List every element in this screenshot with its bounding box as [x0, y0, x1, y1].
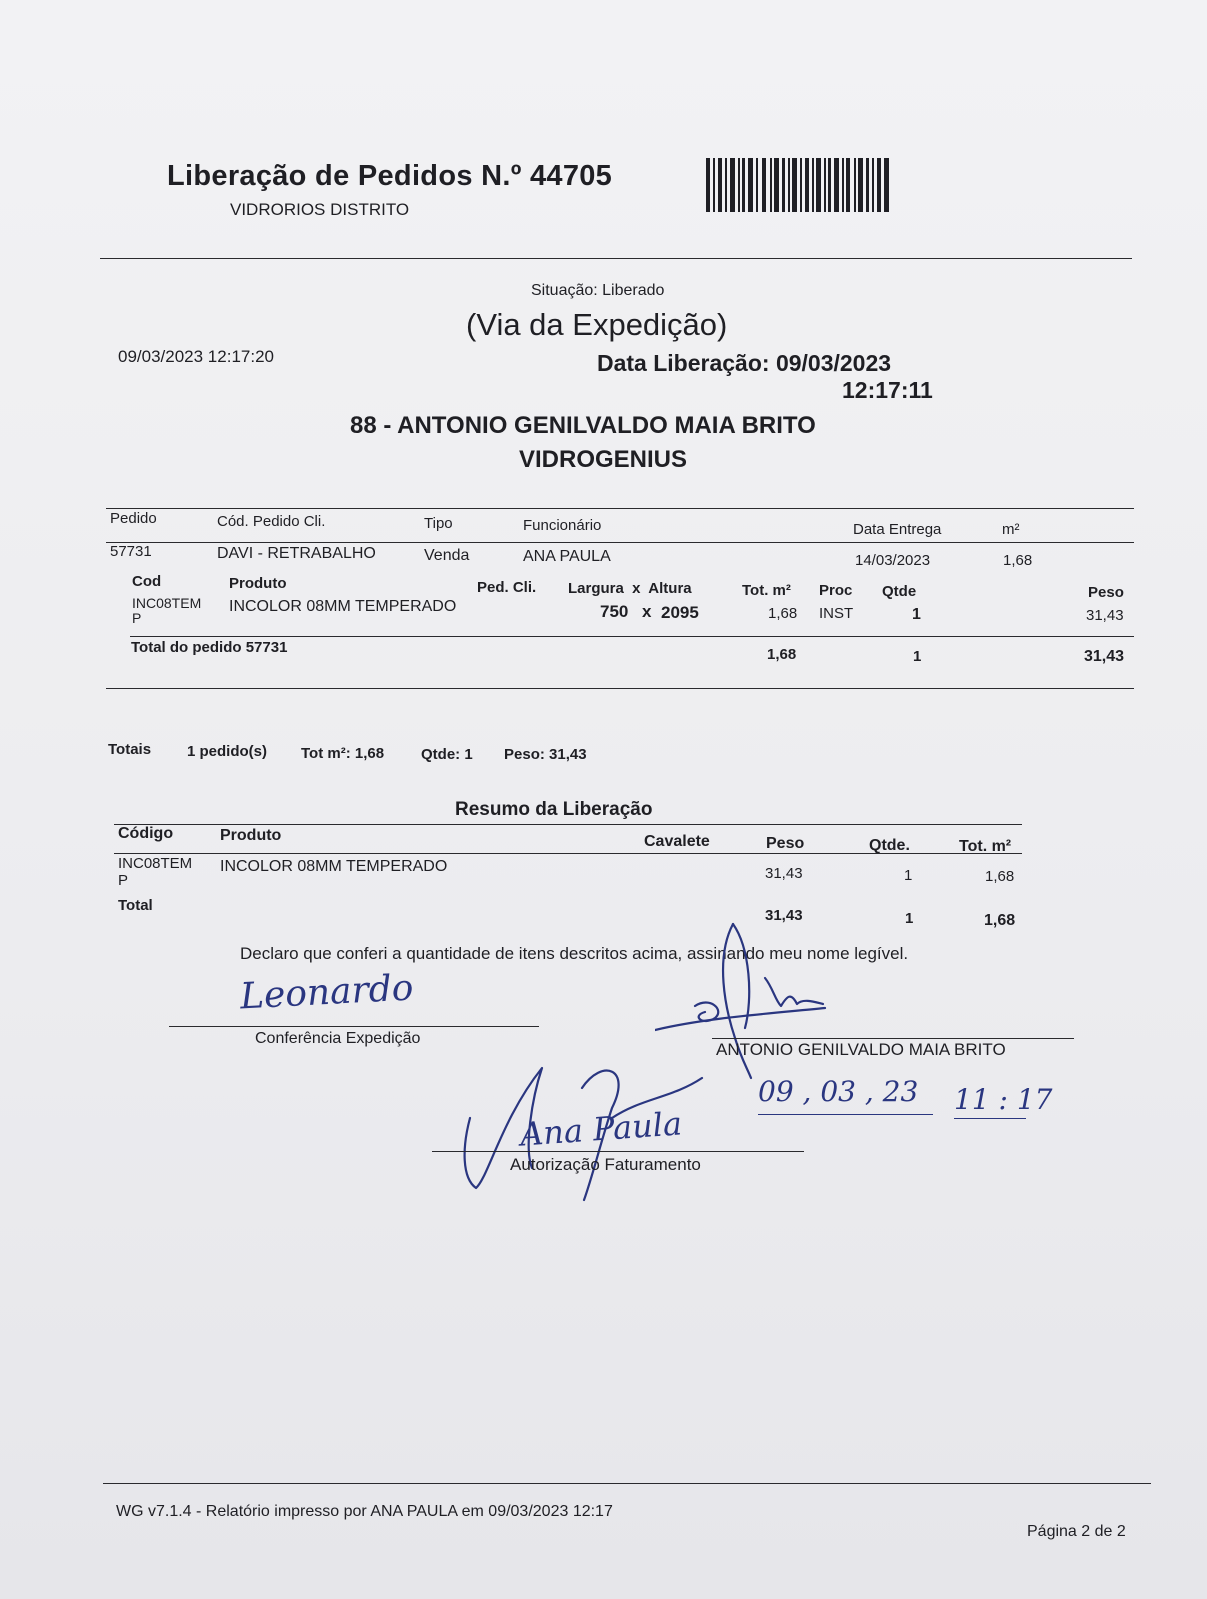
conference-signature-line: [169, 1026, 539, 1027]
summary-header-produto: Produto: [220, 827, 282, 844]
summary-codigo-line2: P: [118, 872, 129, 889]
summary-header-peso: Peso: [766, 835, 805, 852]
summary-codigo-line1: INC08TEM: [118, 855, 193, 872]
order-total-qtde: 1: [913, 648, 922, 665]
item-altura: 2095: [661, 603, 699, 622]
totals-tot-m2: Tot m²: 1,68: [301, 745, 385, 762]
item-produto: INCOLOR 08MM TEMPERADO: [229, 598, 457, 615]
item-x: x: [642, 602, 652, 621]
summary-header-rule: [114, 853, 1022, 854]
totals-pedidos: 1 pedido(s): [187, 743, 268, 760]
copy-label: (Via da Expedição): [466, 307, 728, 342]
time-underline: [954, 1118, 1026, 1119]
item-tot-m2: 1,68: [768, 605, 798, 622]
order-header-rule: [106, 542, 1134, 543]
item-header-largura-altura: Largura x Altura: [568, 580, 692, 597]
totals-qtde: Qtde: 1: [421, 746, 473, 763]
summary-title: Resumo da Liberação: [455, 799, 653, 820]
col-header-cod-pedido-cli: Cód. Pedido Cli.: [217, 513, 326, 530]
order-table-bottom-rule: [106, 688, 1134, 689]
order-total-peso: 31,43: [1084, 648, 1125, 665]
order-table-top-rule: [106, 508, 1134, 509]
footer-printed-by: WG v7.1.4 - Relatório impresso por ANA PAULA em 09/03/2023 12:17: [116, 1503, 613, 1520]
summary-total-label: Total: [118, 897, 153, 914]
summary-top-rule: [114, 824, 1022, 825]
footer-rule: [103, 1483, 1151, 1484]
item-header-cod: Cod: [132, 573, 162, 590]
totals-label: Totais: [108, 741, 152, 758]
summary-total-qtde: 1: [905, 910, 914, 927]
client-trade-name: VIDROGENIUS: [519, 446, 688, 473]
item-peso: 31,43: [1086, 607, 1124, 624]
totals-peso: Peso: 31,43: [504, 746, 587, 763]
client-label: ANTONIO GENILVALDO MAIA BRITO: [716, 1040, 1006, 1059]
cell-tipo: Venda: [424, 547, 470, 564]
summary-tot-m2: 1,68: [985, 868, 1015, 885]
client-signature-line: [712, 1038, 1074, 1039]
item-header-peso: Peso: [1088, 584, 1124, 601]
summary-qtde: 1: [904, 867, 913, 884]
order-total-label: Total do pedido 57731: [131, 639, 288, 656]
header-divider: [100, 258, 1132, 259]
summary-header-cavalete: Cavalete: [644, 833, 710, 850]
item-largura: 750: [600, 602, 629, 621]
handwritten-time: 11 : 17: [954, 1083, 1053, 1116]
cell-pedido: 57731: [110, 543, 152, 560]
summary-header-qtde: Qtde.: [869, 837, 910, 854]
conference-label: Conferência Expedição: [255, 1030, 421, 1047]
summary-total-peso: 31,43: [765, 907, 803, 924]
item-proc: INST: [819, 605, 854, 622]
col-header-tipo: Tipo: [424, 515, 453, 532]
authorization-signature-line: [432, 1151, 804, 1152]
col-header-pedido: Pedido: [110, 510, 157, 527]
item-qtde: 1: [912, 606, 921, 623]
handwritten-date: 09 , 03 , 23: [758, 1075, 919, 1108]
item-cod-line2: P: [132, 610, 142, 626]
summary-header-tot-m2: Tot. m²: [959, 838, 1012, 855]
col-header-funcionario: Funcionário: [523, 517, 602, 534]
cell-funcionario: ANA PAULA: [523, 548, 611, 565]
company-name: VIDRORIOS DISTRITO: [230, 200, 410, 219]
item-header-produto: Produto: [229, 575, 287, 592]
col-header-data-entrega: Data Entrega: [853, 521, 942, 538]
summary-total-tot-m2: 1,68: [984, 912, 1016, 929]
document-title: Liberação de Pedidos N.º 44705: [167, 160, 613, 192]
item-header-proc: Proc: [819, 582, 853, 599]
cell-m2: 1,68: [1003, 552, 1033, 569]
conference-handwritten-signature: Leonardo: [239, 967, 415, 1018]
release-date: Data Liberação: 09/03/2023: [597, 350, 892, 376]
footer-page-number: Página 2 de 2: [1027, 1523, 1126, 1540]
barcode-icon: [706, 158, 890, 212]
authorization-handwritten-signature: Ana Paula: [518, 1104, 684, 1154]
status-label: Situação: Liberado: [531, 282, 665, 299]
date-underline: [758, 1114, 933, 1115]
summary-produto: INCOLOR 08MM TEMPERADO: [220, 858, 448, 875]
summary-peso: 31,43: [765, 865, 803, 882]
print-timestamp: 09/03/2023 12:17:20: [118, 347, 274, 366]
item-cod-line1: INC08TEM: [132, 595, 202, 611]
cell-cod-pedido-cli: DAVI - RETRABALHO: [217, 545, 376, 562]
cell-data-entrega: 14/03/2023: [855, 552, 931, 569]
summary-header-codigo: Código: [118, 825, 174, 842]
order-total-tot-m2: 1,68: [767, 646, 797, 663]
item-header-tot-m2: Tot. m²: [742, 582, 791, 599]
client-name: 88 - ANTONIO GENILVALDO MAIA BRITO: [350, 412, 816, 439]
col-header-m2: m²: [1002, 521, 1020, 538]
declaration-text: Declaro que conferi a quantidade de itens descritos acima, assinando meu nome legível.: [240, 944, 909, 963]
item-header-ped-cli: Ped. Cli.: [477, 579, 537, 596]
item-total-rule: [130, 636, 1134, 637]
release-time: 12:17:11: [842, 377, 933, 403]
authorization-label: Autorização Faturamento: [510, 1155, 701, 1174]
item-header-qtde: Qtde: [882, 583, 917, 600]
